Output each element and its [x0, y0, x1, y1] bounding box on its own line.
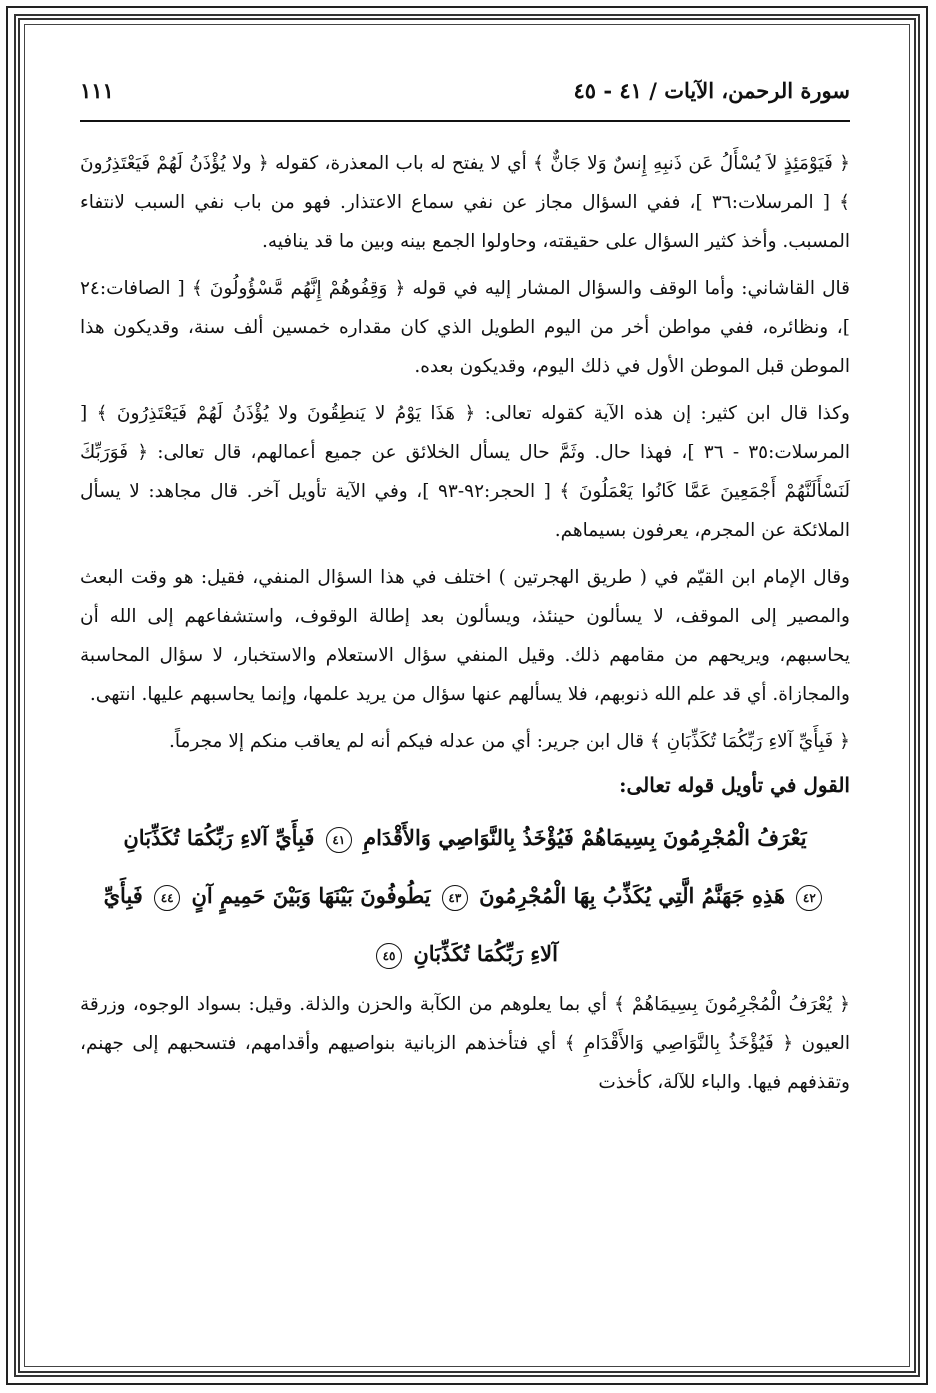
- verse-text: يَطُوفُونَ بَيْنَهَا وَبَيْنَ حَمِيمٍ آنٍ: [191, 883, 431, 908]
- verse-text: فَبِأَيِّ: [103, 883, 143, 908]
- page-number: ١١١: [80, 78, 114, 103]
- paragraph-2: قال القاشاني: وأما الوقف والسؤال المشار إليه في قوله ﴿ وَقِفُوهُمْ إِنَّهُم مَّسْؤُولُونَ ﴾ [ الصافات:٢٤ ]، ونظائره، ففي مواطن أخر من اليوم الطويل الذي كان مقداره خمسين ألف سنة، وقديكون هذا الموطن قبل الموطن الأول في ذلك اليوم، وقديكون بعده.: [80, 278, 850, 377]
- paragraph-5: ﴿ فَبِأَيِّ آلاءِ رَبِّكُمَا تُكَذِّبَانِ ﴾ قال ابن جرير: أي من عدله فيكم أنه لم يعاقب منكم إلا مجرماً.: [168, 731, 850, 752]
- verse-text: فَبِأَيِّ آلاءِ رَبِّكُمَا تُكَذِّبَانِ: [123, 825, 315, 850]
- verse-text: آلاءِ رَبِّكُمَا تُكَذِّبَانِ: [413, 941, 558, 966]
- verse-line-3: [80, 925, 850, 983]
- verse-number-marker: ٤١: [326, 827, 352, 853]
- verse-number-marker: ٤٥: [376, 943, 402, 969]
- book-page: [80, 60, 850, 1350]
- running-header: [80, 60, 850, 122]
- verse-number-marker: ٤٣: [442, 885, 468, 911]
- paragraph-final: ﴿ يُعْرَفُ الْمُجْرِمُونَ بِسِيمَاهُمْ ﴾ أي بما يعلوهم من الكآبة والحزن والذلة. وقيل: بسواد الوجوه، وزرقة العيون ﴿ فَيُؤْخَذُ بِالنَّوَاصِي وَالأَقْدَامِ ﴾ أي فتأخذهم الزبانية بنواصيهم وأقدامهم، فتسحبهم إلى جهنم، وتقذفهم فيها. والباء للآلة، كأخذت: [80, 994, 850, 1093]
- section-heading: القول في تأويل قوله تعالى:: [619, 773, 850, 797]
- verse-text: يَعْرَفُ الْمُجْرِمُونَ بِسِيمَاهُمْ فَيُؤْخَذُ بِالنَّوَاصِي وَالأَقْدَامِ: [363, 825, 807, 850]
- paragraph-3: وكذا قال ابن كثير: إن هذه الآية كقوله تعالى: ﴿ هَذَا يَوْمُ لا يَنطِقُونَ ولا يُؤْذَنُ لَهُمْ فَيَعْتَذِرُونَ ﴾ [ المرسلات:٣٥ - ٣٦ ]، فهذا حال. وثَمَّ حال يسأل الخلائق عن جميع أعمالهم، قال تعالى: ﴿ فَوَرَبِّكَ لَنَسْأَلَنَّهُمْ أَجْمَعِينَ عَمَّا كَانُوا يَعْمَلُونَ ﴾ [ الحجر:٩٢-٩٣ ]، وفي الآية تأويل آخر. قال مجاهد: لا يسأل الملائكة عن المجرم، يعرفون بسيماهم.: [80, 403, 850, 541]
- verse-line-2: [80, 867, 850, 925]
- verse-number-marker: ٤٤: [154, 885, 180, 911]
- paragraph-1: ﴿ فَيَوْمَئِذٍ لاَ يُسْأَلُ عَن ذَنبِهِ إِنسٌ وَلا جَانٌّ ﴾ أي لا يفتح له باب المعذرة، كقوله ﴿ ولا يُؤْذَنُ لَهُمْ فَيَعْتَذِرُونَ ﴾ [ المرسلات:٣٦ ]، ففي السؤال مجاز عن نفي سماع الاعتذار. فهو من باب نفي السبب لانتفاء المسبب. وأخذ كثير السؤال على حقيقته، وحاولوا الجمع بينه وبين ما قد ينافيه.: [80, 153, 850, 252]
- verse-text: هَذِهِ جَهَنَّمُ الَّتِي يُكَذِّبُ بِهَا الْمُجْرِمُونَ: [479, 883, 786, 908]
- verse-number-marker: ٤٢: [796, 885, 822, 911]
- quran-verses: [80, 809, 850, 983]
- header-title: سورة الرحمن، الآيات / ٤١ - ٤٥: [573, 78, 850, 103]
- verse-line-1: [80, 809, 850, 867]
- paragraph-4: وقال الإمام ابن القيّم في ( طريق الهجرتين ) اختلف في هذا السؤال المنفي، فقيل: هو وقت البعث والمصير إلى الموقف، لا يسألون حينئذ، ويسألون بعد إطالة الوقوف، واستشفاعهم إلى الله أن يحاسبهم، ويريحهم من مقامهم ذلك. وقيل المنفي سؤال الاستعلام والاستخبار، لا سؤال المحاسبة والمجازاة. أي قد علم الله ذنوبهم، فلا يسألهم عنها سؤال من يريد علمها، وإنما يحاسبهم عليها. انتهى.: [80, 567, 850, 705]
